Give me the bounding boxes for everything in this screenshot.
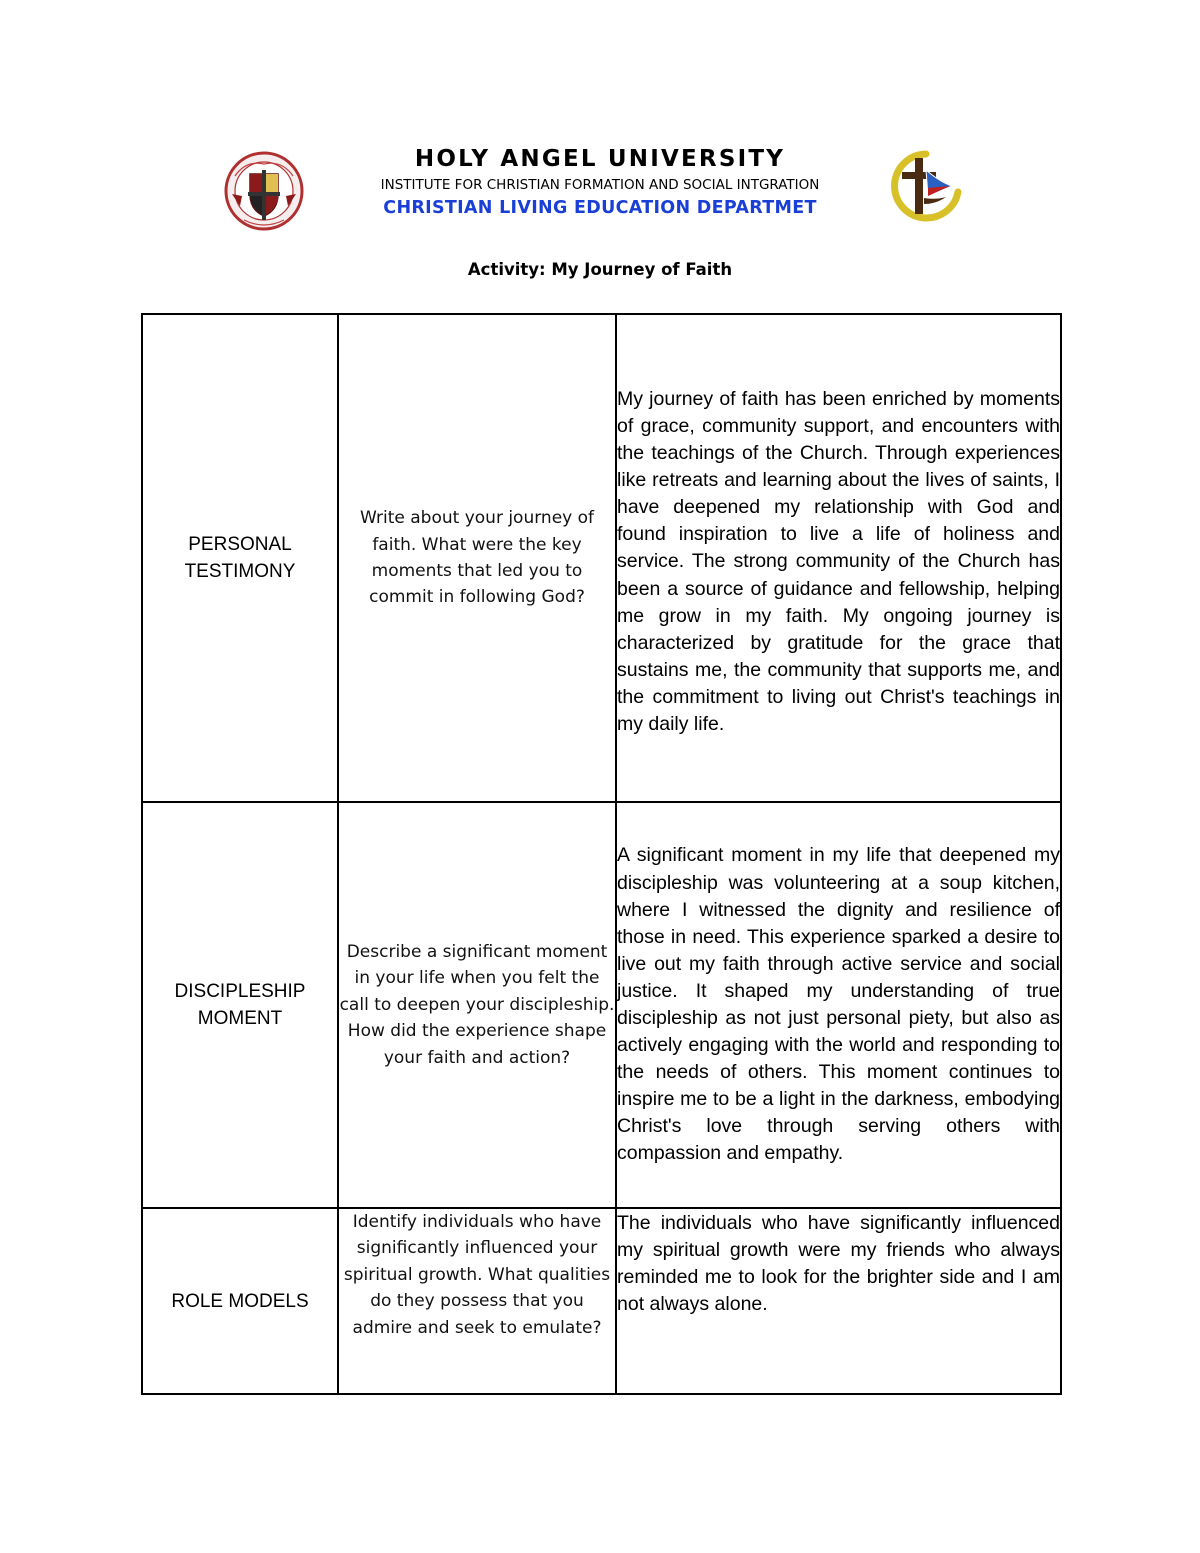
table-row — [142, 802, 1061, 1208]
activity-title: Activity: My Journey of Faith — [467, 260, 733, 279]
institute-name: INSTITUTE FOR CHRISTIAN FORMATION AND SOCIAL INTGRATION — [380, 177, 820, 193]
row-label: DISCIPLESHIP MOMENT — [142, 802, 338, 1208]
row-answer: The individuals who have significantly influenced my spiritual growth were my friends who always reminded me to look for the brighter side and I am not always alone. — [616, 1208, 1061, 1394]
table-row — [142, 314, 1061, 802]
row-prompt: Identify individuals who have significantly influenced your spiritual growth. What qualities do they possess that you admire and seek to emulate? — [338, 1208, 616, 1394]
row-answer: My journey of faith has been enriched by moments of grace, community support, and encounters with the teachings of the Church. Through experiences like retreats and learning about the lives of saints, I have deepened my relationship with God and found inspiration to live a life of holiness and service. The strong community of the Church has been a source of guidance and fellowship, helping me grow in my faith. My ongoing journey is characterized by gratitude for the grace that sustains me, the community that supports me, and the commitment to living out Christ's teachings in my daily life. — [616, 314, 1061, 802]
document-header — [310, 144, 890, 221]
department-name: CHRISTIAN LIVING EDUCATION DEPARTMET — [383, 198, 817, 218]
university-name: HOLY ANGEL UNIVERSITY — [414, 146, 786, 172]
university-seal-icon — [224, 150, 304, 232]
table-row — [142, 1208, 1061, 1394]
row-prompt: Describe a significant moment in your life when you felt the call to deepen your discipleship. How did the experience shape your faith and action? — [338, 802, 616, 1208]
journey-table — [141, 313, 1062, 1395]
cross-logo-icon — [888, 148, 968, 226]
row-prompt: Write about your journey of faith. What were the key moments that led you to commit in following God? — [338, 314, 616, 802]
row-answer: A significant moment in my life that deepened my discipleship was volunteering at a soup kitchen, where I witnessed the dignity and resilience of those in need. This experience sparked a desire to live out my faith through active service and social justice. It shaped my understanding of true discipleship as not just personal piety, but also as actively engaging with the world and responding to the needs of others. This moment continues to inspire me to be a light in the darkness, embodying Christ's love through serving others with compassion and empathy. — [616, 802, 1061, 1208]
row-label: PERSONAL TESTIMONY — [142, 314, 338, 802]
row-label: ROLE MODELS — [142, 1208, 338, 1394]
